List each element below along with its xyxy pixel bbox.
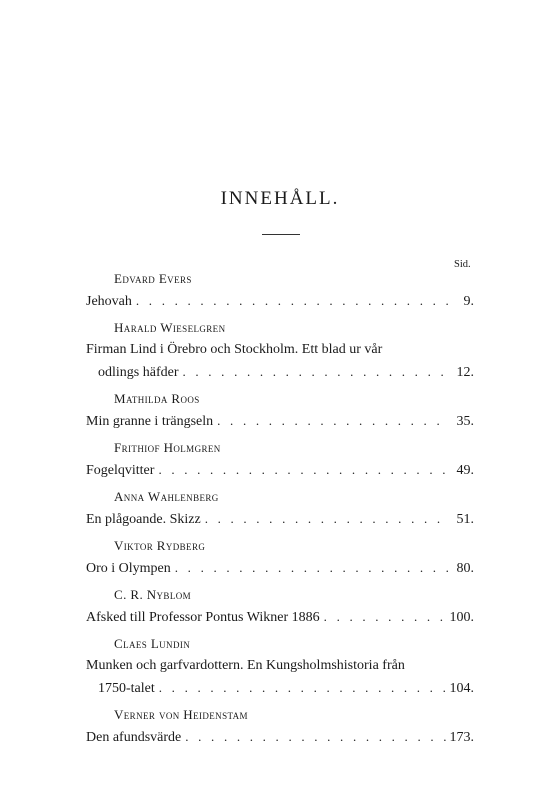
toc-title-line	[86, 361, 474, 383]
toc-author: Viktor Rydberg	[114, 538, 206, 553]
leader-dots	[175, 557, 448, 579]
page-title: INNEHÅLL.	[220, 188, 340, 209]
toc-title-text: Munken och garfvardottern. En Kungsholmshistoria från	[86, 658, 405, 673]
toc-page-number: 104.	[449, 681, 474, 696]
toc-page-number: 80.	[456, 561, 474, 576]
toc-page-number: 12.	[456, 365, 474, 380]
toc-entry	[86, 584, 474, 628]
leader-dots	[185, 726, 445, 748]
toc-page-number: 49.	[456, 463, 474, 478]
leader-dots	[182, 361, 448, 383]
leader-dots	[158, 459, 448, 481]
leader-dots	[217, 410, 448, 432]
title-rule	[262, 234, 300, 235]
toc-title-line	[86, 557, 474, 579]
toc-author: Anna Wahlenberg	[114, 489, 219, 504]
toc-page-number: 173.	[449, 730, 474, 745]
toc-title-line-wrapped	[86, 655, 474, 677]
toc-title-text: Den afundsvärde	[86, 730, 182, 745]
toc-title-line-wrapped	[86, 339, 474, 361]
toc-author: Claes Lundin	[114, 636, 191, 651]
page-column-label: Sid.	[454, 259, 471, 270]
toc-entry	[86, 535, 474, 579]
toc-title-text: Afsked till Professor Pontus Wikner 1886	[86, 610, 320, 625]
toc-entry	[86, 268, 474, 312]
toc-title-text: Firman Lind i Örebro och Stockholm. Ett blad ur vår	[86, 342, 383, 357]
toc-title-text: Fogelqvitter	[86, 463, 155, 478]
toc-title-text: Jehovah	[86, 294, 132, 309]
toc-author: C. R. Nyblom	[114, 587, 192, 602]
toc-title-text: En plågoande. Skizz	[86, 512, 201, 527]
toc-entry	[86, 704, 474, 748]
toc-title-text: Min granne i trängseln	[86, 414, 214, 429]
toc-author: Edvard Evers	[114, 271, 192, 286]
toc-author: Mathilda Roos	[114, 391, 200, 406]
toc-title-line	[86, 677, 474, 699]
toc-author: Harald Wieselgren	[114, 320, 226, 335]
toc-entry	[86, 388, 474, 432]
toc-title-line	[86, 410, 474, 432]
toc-page-number: 35.	[456, 414, 474, 429]
leader-dots	[205, 508, 448, 530]
toc-page-number: 9.	[463, 294, 474, 309]
leader-dots	[136, 290, 448, 312]
toc-entry	[86, 437, 474, 481]
toc-title-line	[86, 726, 474, 748]
toc-title-line	[86, 459, 474, 481]
toc-page-number: 100.	[449, 610, 474, 625]
leader-dots	[324, 606, 446, 628]
toc-entry	[86, 317, 474, 383]
toc-title-line	[86, 606, 474, 628]
toc-title-text: 1750-talet	[98, 681, 155, 696]
toc-entry	[86, 633, 474, 699]
toc-page-number: 51.	[456, 512, 474, 527]
toc-author: Verner von Heidenstam	[114, 707, 248, 722]
toc-title-line	[86, 290, 474, 312]
toc-title-text: Oro i Olympen	[86, 561, 171, 576]
toc-title-text: odlings häfder	[98, 365, 179, 380]
toc-author: Frithiof Holmgren	[114, 440, 221, 455]
table-of-contents	[86, 268, 474, 748]
toc-entry	[86, 486, 474, 530]
leader-dots	[159, 677, 446, 699]
toc-title-line	[86, 508, 474, 530]
